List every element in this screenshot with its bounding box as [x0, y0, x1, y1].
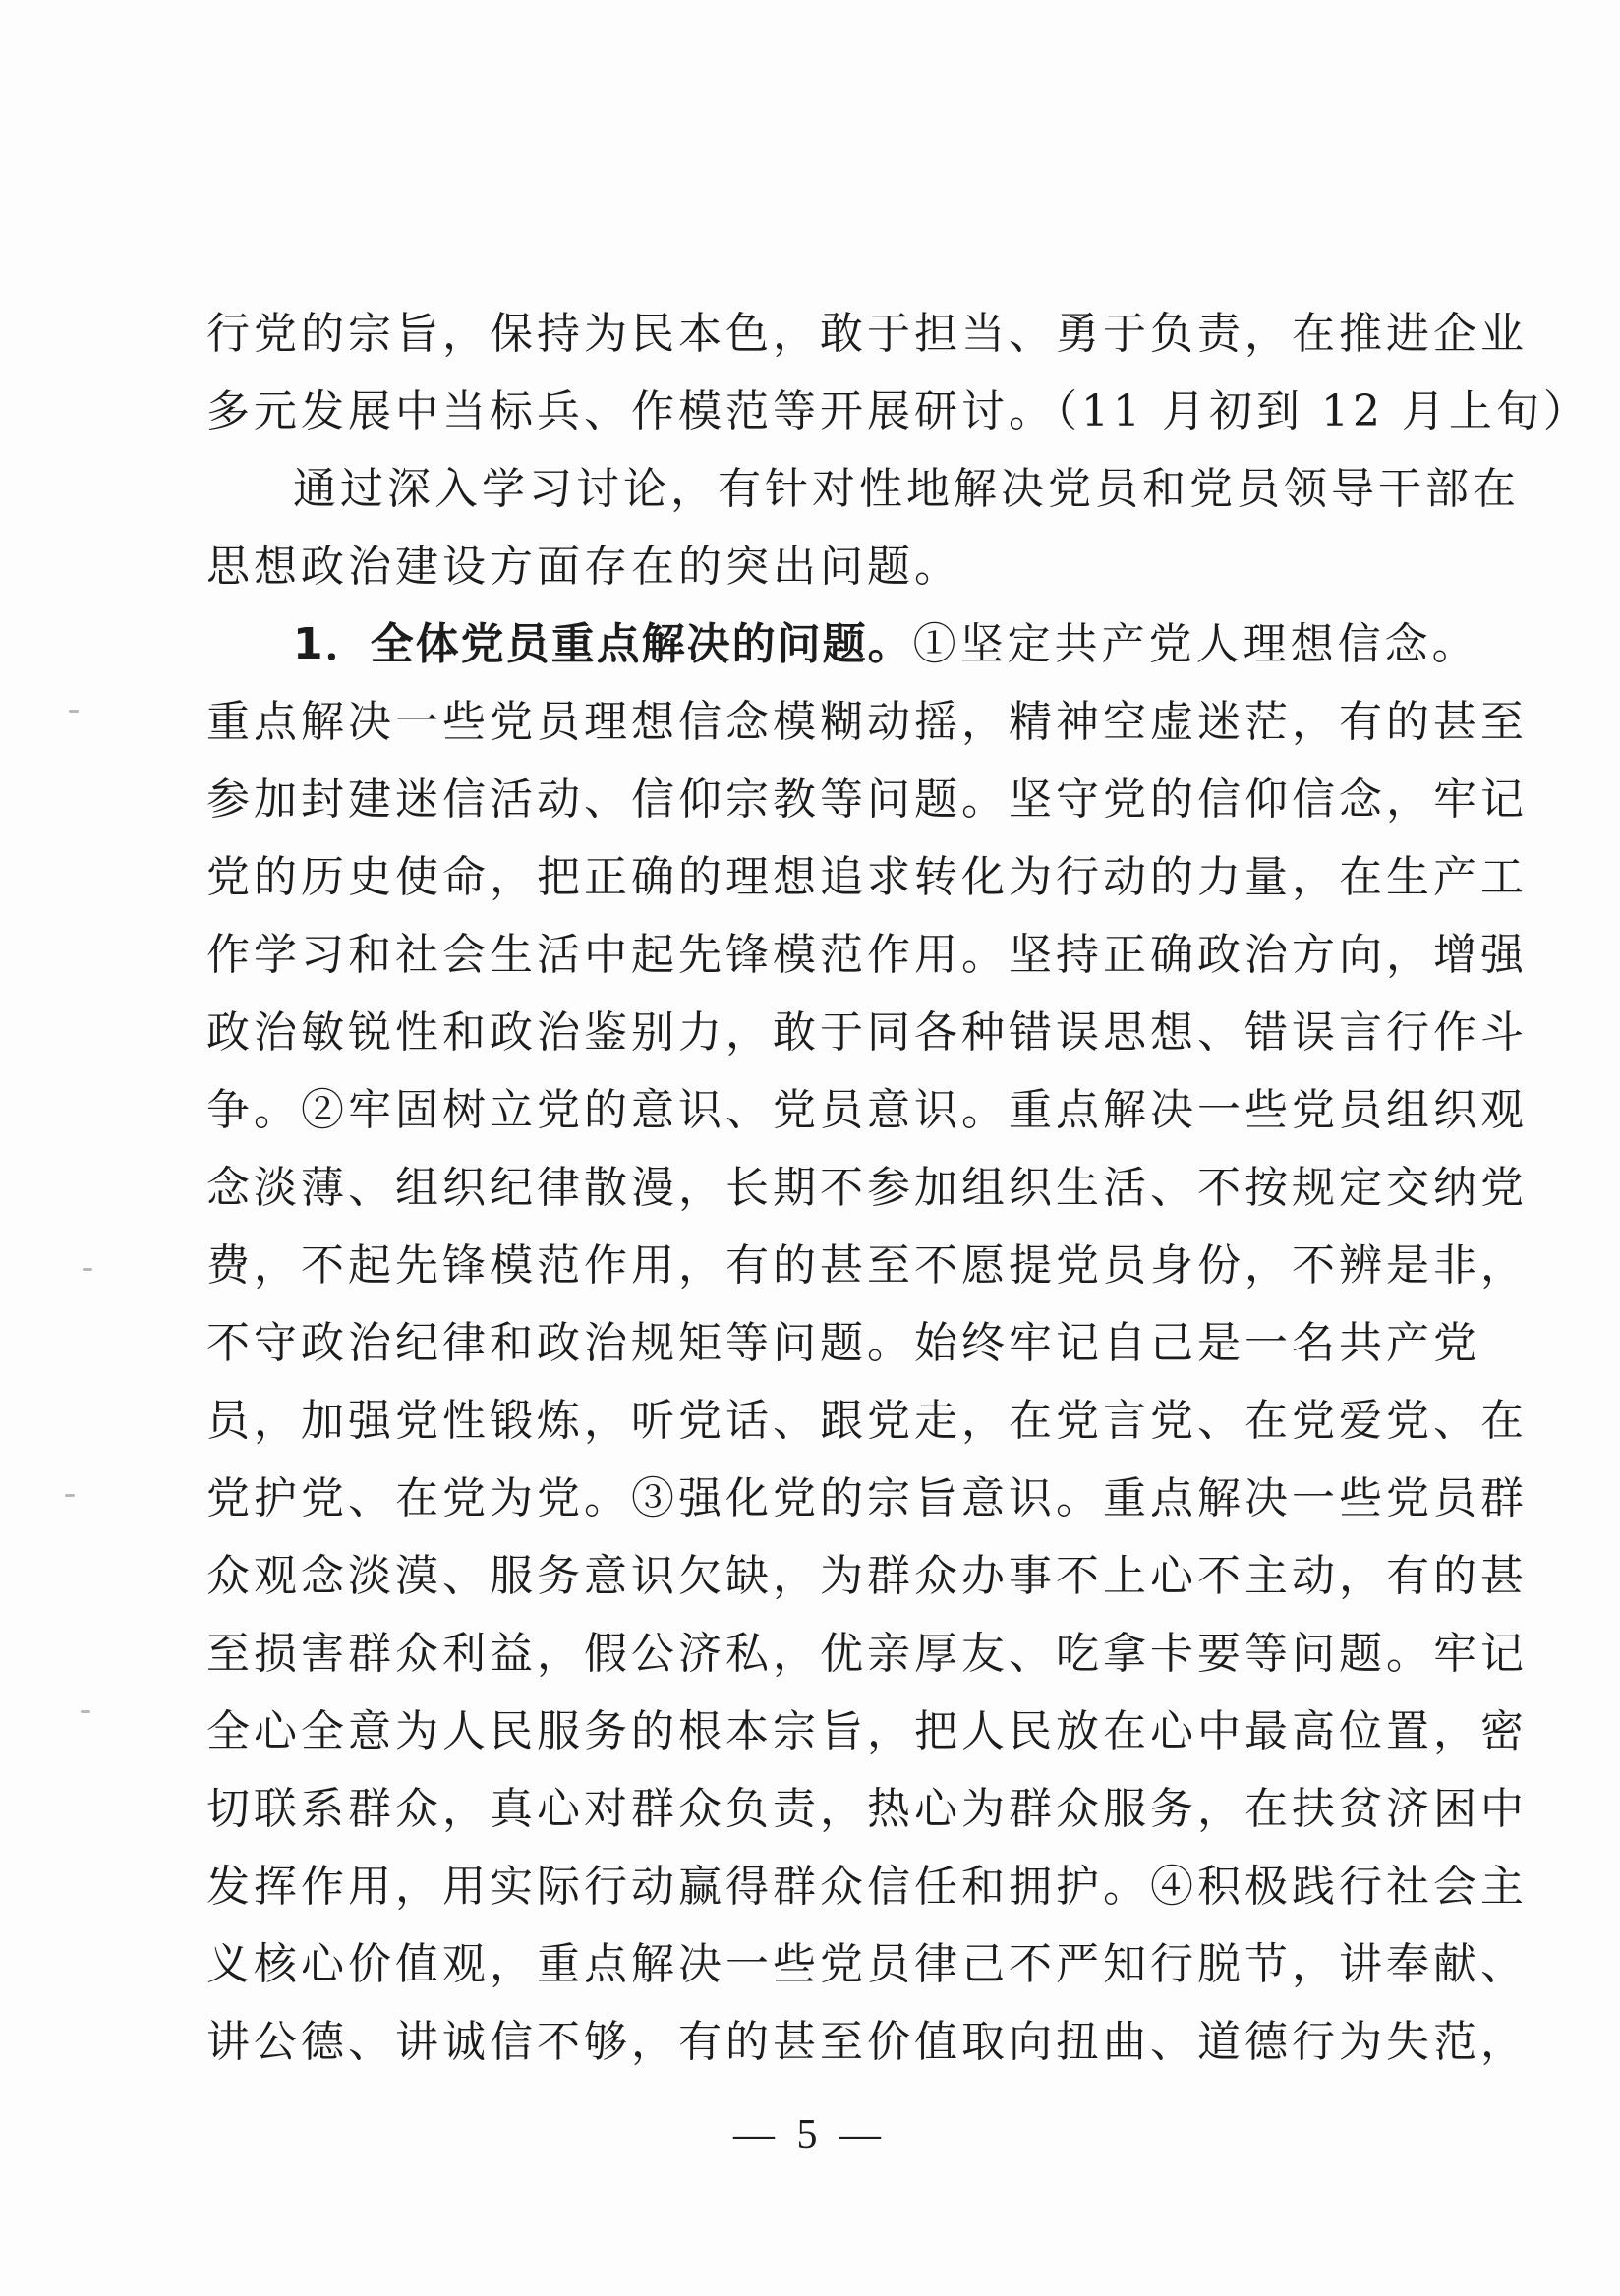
text-line: 义核心价值观，重点解决一些党员律己不严知行脱节，讲奉献、: [206, 1939, 1528, 1989]
text-line: 重点解决一些党员理想信念模糊动摇，精神空虚迷茫，有的甚至: [206, 697, 1528, 747]
text-line: 费，不起先锋模范作用，有的甚至不愿提党员身份，不辨是非，: [206, 1240, 1528, 1291]
paragraph-heading-line: [206, 605, 1479, 683]
text-line: 发挥作用，用实际行动赢得群众信任和拥护。④积极践行社会主: [206, 1862, 1528, 1912]
heading-continuation: ①坚定共产党人理想信念。: [912, 619, 1479, 669]
scan-speck: [69, 710, 79, 713]
text-line: 思想政治建设方面存在的突出问题。: [206, 542, 961, 592]
scan-speck: [83, 1268, 92, 1271]
text-line: 党的历史使命，把正确的理想追求转化为行动的力量，在生产工: [206, 852, 1528, 902]
paragraph-first-line: 通过深入学习讨论，有针对性地解决党员和党员领导干部在: [293, 464, 1520, 514]
text-line: 多元发展中当标兵、作模范等开展研讨。（11 月初到 12 月上旬）: [206, 386, 1591, 436]
text-line: 全心全意为人民服务的根本宗旨，把人民放在心中最高位置，密: [206, 1706, 1528, 1756]
text-line: 作学习和社会生活中起先锋模范作用。坚持正确政治方向，增强: [206, 930, 1528, 980]
text-line: 员，加强党性锻炼，听党话、跟党走，在党言党、在党爱党、在: [206, 1396, 1528, 1446]
text-line: 政治敏锐性和政治鉴别力，敢于同各种错误思想、错误言行作斗: [206, 1007, 1528, 1058]
scan-speck: [65, 1494, 75, 1497]
text-line: 不守政治纪律和政治规矩等问题。始终牢记自己是一名共产党: [206, 1318, 1480, 1368]
section-heading: 1．全体党员重点解决的问题。: [293, 619, 913, 669]
text-line: 参加封建迷信活动、信仰宗教等问题。坚守党的信仰信念，牢记: [206, 775, 1528, 825]
text-line: 切联系群众，真心对群众负责，热心为群众服务，在扶贫济困中: [206, 1784, 1528, 1834]
page-number: — 5 —: [733, 2112, 887, 2157]
text-line: 争。②牢固树立党的意识、党员意识。重点解决一些党员组织观: [206, 1085, 1528, 1135]
text-line: 众观念淡漠、服务意识欠缺，为群众办事不上心不主动，有的甚: [206, 1551, 1528, 1601]
text-line: 讲公德、讲诚信不够，有的甚至价值取向扭曲、道德行为失范，: [206, 2017, 1528, 2067]
body-text: [206, 295, 1591, 2081]
text-line: 念淡薄、组织纪律散漫，长期不参加组织生活、不按规定交纳党: [206, 1163, 1528, 1213]
scan-speck: [81, 1710, 90, 1713]
text-line: 行党的宗旨，保持为民本色，敢于担当、勇于负责，在推进企业: [206, 309, 1528, 359]
text-line: 至损害群众利益，假公济私，优亲厚友、吃拿卡要等问题。牢记: [206, 1629, 1528, 1679]
text-line: 党护党、在党为党。③强化党的宗旨意识。重点解决一些党员群: [206, 1473, 1528, 1523]
